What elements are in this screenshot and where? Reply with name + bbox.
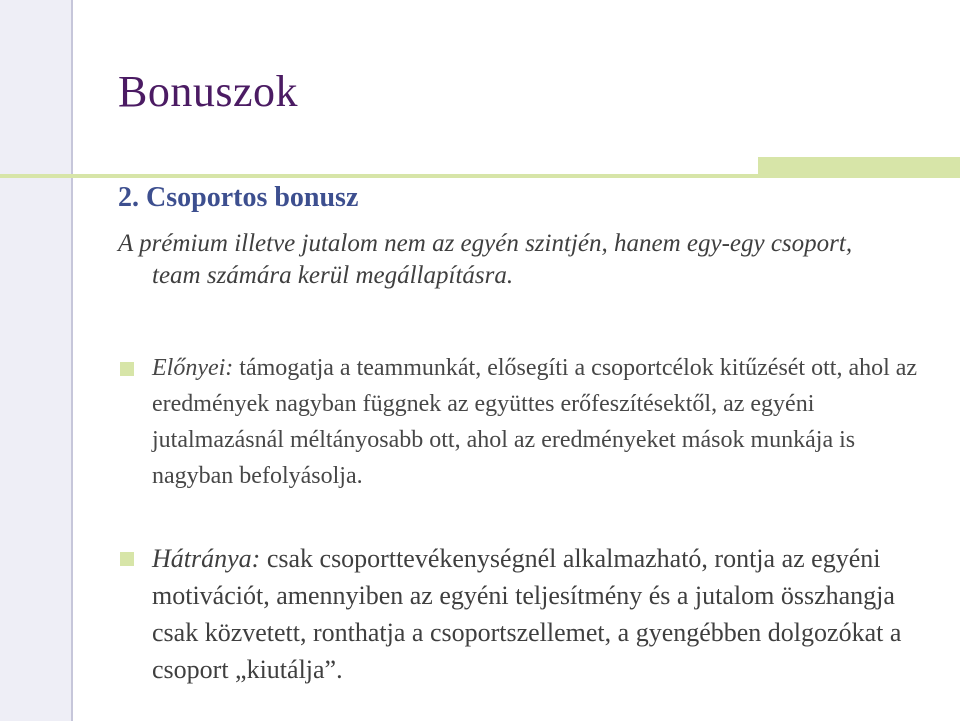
intro-line-2: team számára kerül megállapításra.: [152, 262, 514, 289]
slide-subtitle: 2. Csoportos bonusz: [118, 182, 359, 213]
bullet-text: támogatja a teammunkát, elősegíti a csoportcélok kitűzését ott, ahol az eredmények nagyban függnek az együttes erőfeszítésektől, az egyéni jutalmazásnál méltányosabb ott, ahol az eredményeket mások munkája is nagyban befolyásolja.: [152, 355, 918, 489]
bullet-text: csak csoporttevékenységnél alkalmazható, rontja az egyéni motivációt, amennyiben az egyéni teljesítmény és a jutalom összhangja csak közvetett, ronthatja a csoportszellemet, a gyengébben dolgozókat a csoport „kiutálja”.: [152, 544, 902, 684]
slide-title: Bonuszok: [118, 67, 298, 116]
left-sidebar-border: [71, 0, 73, 721]
bullet-label: Hátránya:: [152, 544, 261, 573]
decorative-line: [0, 174, 960, 178]
bullet-disadvantages: [152, 540, 942, 688]
bullet-label: Előnyei:: [152, 355, 234, 381]
bullet-advantages: [152, 350, 942, 494]
bullet-square-icon: [120, 552, 134, 566]
left-sidebar-bar: [0, 0, 73, 721]
bullet-square-icon: [120, 362, 134, 376]
intro-line-1: A prémium illetve jutalom nem az egyén szintjén, hanem egy-egy csoport,: [118, 230, 853, 257]
intro-text: [118, 228, 938, 292]
